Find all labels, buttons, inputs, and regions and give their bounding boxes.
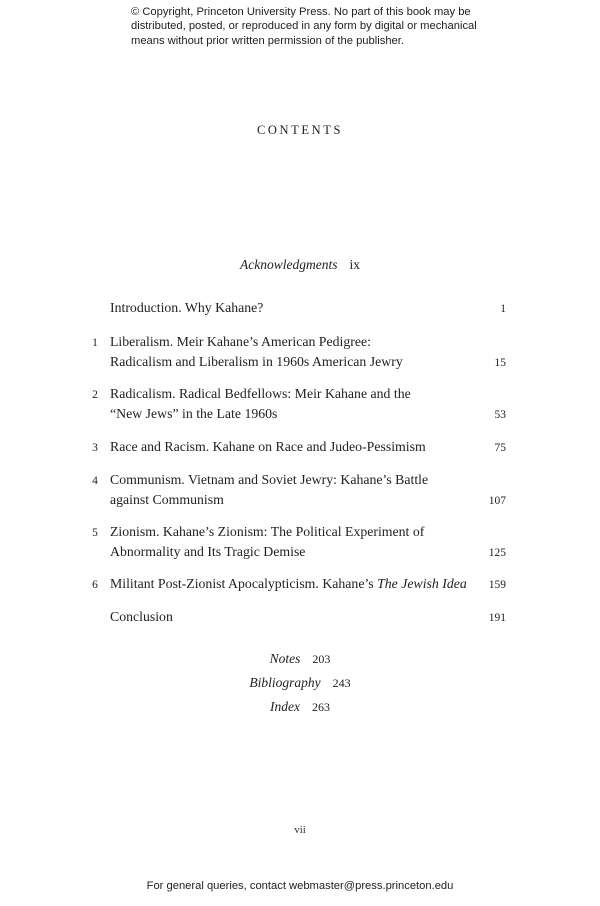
chapter-title-line: against Communism <box>110 491 224 507</box>
toc-page-number: 1 <box>500 303 506 315</box>
chapter-title-line: Liberalism. Meir Kahane’s American Pedigree: <box>110 334 371 349</box>
toc-page-number: 243 <box>332 676 351 690</box>
toc-back-matter-index[interactable] <box>0 699 600 715</box>
toc-page-number: 15 <box>494 357 506 369</box>
toc-page-number: 75 <box>494 442 506 454</box>
page-folio: vii <box>294 824 306 836</box>
toc-back-matter-notes[interactable] <box>0 651 600 667</box>
toc-page-number: ix <box>349 257 360 272</box>
toc-label: Index <box>270 699 300 714</box>
toc-page-number: 203 <box>312 652 331 666</box>
chapter-title <box>110 298 470 318</box>
toc-label: Acknowledgments <box>240 257 338 272</box>
toc-back-matter-bibliography[interactable] <box>0 675 600 691</box>
chapter-number: 1 <box>92 337 98 349</box>
chapter-title-line: Radicalism and Liberalism in 1960s American Jewry <box>110 353 403 369</box>
chapter-title-line: Introduction. Why Kahane? <box>110 300 264 315</box>
footer-contact: For general queries, contact webmaster@press.princeton.edu <box>146 880 454 892</box>
chapter-title-line: Race and Racism. Kahane on Race and Judeo-Pessimism <box>110 439 426 454</box>
toc-label: Bibliography <box>249 675 321 690</box>
copyright-line: distributed, posted, or reproduced in any form by digital or mechanical <box>131 20 477 33</box>
toc-page-number: 263 <box>311 700 330 714</box>
chapter-title <box>110 384 470 423</box>
chapter-title <box>110 574 470 594</box>
copyright-line: means without prior written permission of the publisher. <box>131 34 404 47</box>
toc-page-number: 125 <box>488 547 506 559</box>
chapter-title-line <box>110 574 470 594</box>
chapter-number: 4 <box>92 475 98 487</box>
chapter-title <box>110 470 470 509</box>
chapter-number: 5 <box>92 527 98 539</box>
toc-label: Notes <box>269 651 301 666</box>
chapter-title-line: Conclusion <box>110 609 173 624</box>
chapter-title-roman: Militant Post-Zionist Apocalypticism. Kahane’s <box>110 576 378 591</box>
chapter-title <box>110 607 470 627</box>
toc-front-matter-acknowledgments[interactable] <box>0 257 600 273</box>
chapter-title <box>110 437 470 457</box>
page-title: CONTENTS <box>256 123 344 137</box>
chapter-number: 3 <box>92 442 98 454</box>
chapter-title-line: Radicalism. Radical Bedfellows: Meir Kahane and the <box>110 386 411 401</box>
chapter-title-line: Abnormality and Its Tragic Demise <box>110 543 306 559</box>
chapter-title-italic: The Jewish Idea <box>377 576 467 591</box>
chapter-title <box>110 522 470 561</box>
copyright-line: © Copyright, Princeton University Press. No part of this book may be <box>131 6 471 18</box>
toc-page-number: 191 <box>488 612 506 624</box>
toc-page-number: 53 <box>494 409 506 421</box>
chapter-number: 2 <box>92 389 98 401</box>
copyright-notice <box>131 5 491 48</box>
chapter-title-line: Zionism. Kahane’s Zionism: The Political Experiment of <box>110 524 425 539</box>
chapter-title-line: “New Jews” in the Late 1960s <box>110 405 278 421</box>
toc-page-number: 159 <box>488 579 506 591</box>
toc-page-number: 107 <box>488 495 506 507</box>
chapter-number: 6 <box>92 579 98 591</box>
chapter-title-line: Communism. Vietnam and Soviet Jewry: Kahane’s Battle <box>110 472 429 487</box>
chapter-title <box>110 332 470 371</box>
